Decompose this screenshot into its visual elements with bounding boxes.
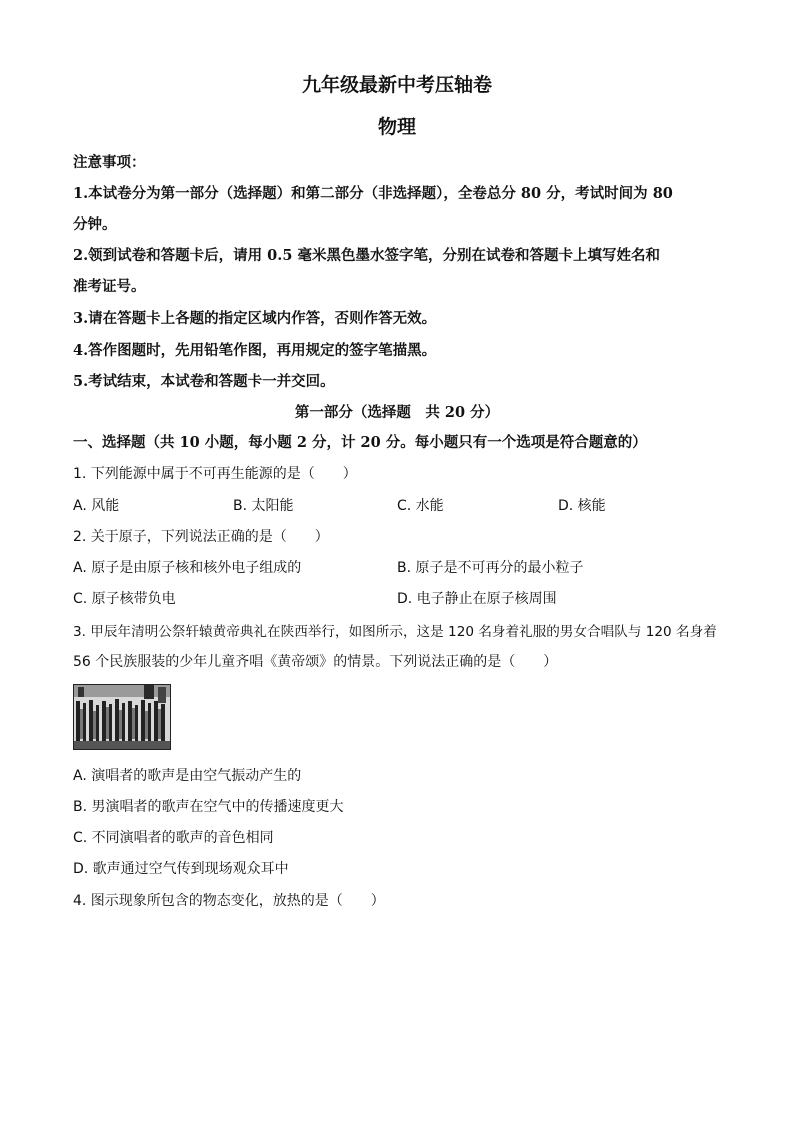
q2-option-b: B. 原子是不可再分的最小粒子 [397,560,584,576]
question-2-stem: 2. 关于原子，下列说法正确的是（ ） [73,529,329,545]
question-3-stem: 3. 甲辰年清明公祭轩辕黄帝典礼在陕西举行，如图所示，这是 120 名身着礼服的男女合唱队与 120 名身着 [73,624,717,640]
question-1-stem: 1. 下列能源中属于不可再生能源的是（ ） [73,466,357,482]
question-3-stem: 56 个民族服装的少年儿童齐唱《黄帝颂》的情景。下列说法正确的是（ ） [73,654,558,670]
notice-line: 1.本试卷分为第一部分（选择题）和第二部分（非选择题），全卷总分 80 分，考试时间为 80 [73,185,673,202]
q1-option-d: D. 核能 [558,498,606,514]
subject-title: 物理 [377,116,416,138]
notice-line: 分钟。 [73,216,117,233]
notice-line: 3.请在答题卡上各题的指定区域内作答，否则作答无效。 [73,310,437,327]
choir-photo [73,684,171,750]
q2-option-d: D. 电子静止在原子核周围 [397,591,557,607]
notice-line: 2.领到试卷和答题卡后，请用 0.5 毫米黑色墨水签字笔，分别在试卷和答题卡上填写姓名和 [73,247,660,264]
notice-heading: 注意事项： [73,154,146,171]
question-4-stem: 4. 图示现象所包含的物态变化，放热的是（ ） [73,893,385,909]
section-heading: 一、选择题（共 10 小题，每小题 2 分，计 20 分。每小题只有一个选项是符合题意的） [73,434,647,451]
q2-option-c: C. 原子核带负电 [73,591,176,607]
q3-option-d: D. 歌声通过空气传到现场观众耳中 [73,861,289,877]
exam-title: 九年级最新中考压轴卷 [301,74,492,96]
part-heading: 第一部分（选择题 共 20 分） [294,404,500,421]
notice-line: 准考证号。 [73,278,146,295]
q3-option-b: B. 男演唱者的歌声在空气中的传播速度更大 [73,799,344,815]
notice-line: 5.考试结束，本试卷和答题卡一并交回。 [73,373,335,390]
choir-photo-image [74,685,170,749]
q1-option-c: C. 水能 [397,498,444,514]
q3-option-c: C. 不同演唱者的歌声的音色相同 [73,830,274,846]
q1-option-b: B. 太阳能 [233,498,294,514]
q3-option-a: A. 演唱者的歌声是由空气振动产生的 [73,768,302,784]
notice-line: 4.答作图题时，先用铅笔作图，再用规定的签字笔描黑。 [73,342,437,359]
q2-option-a: A. 原子是由原子核和核外电子组成的 [73,560,302,576]
q1-option-a: A. 风能 [73,498,120,514]
